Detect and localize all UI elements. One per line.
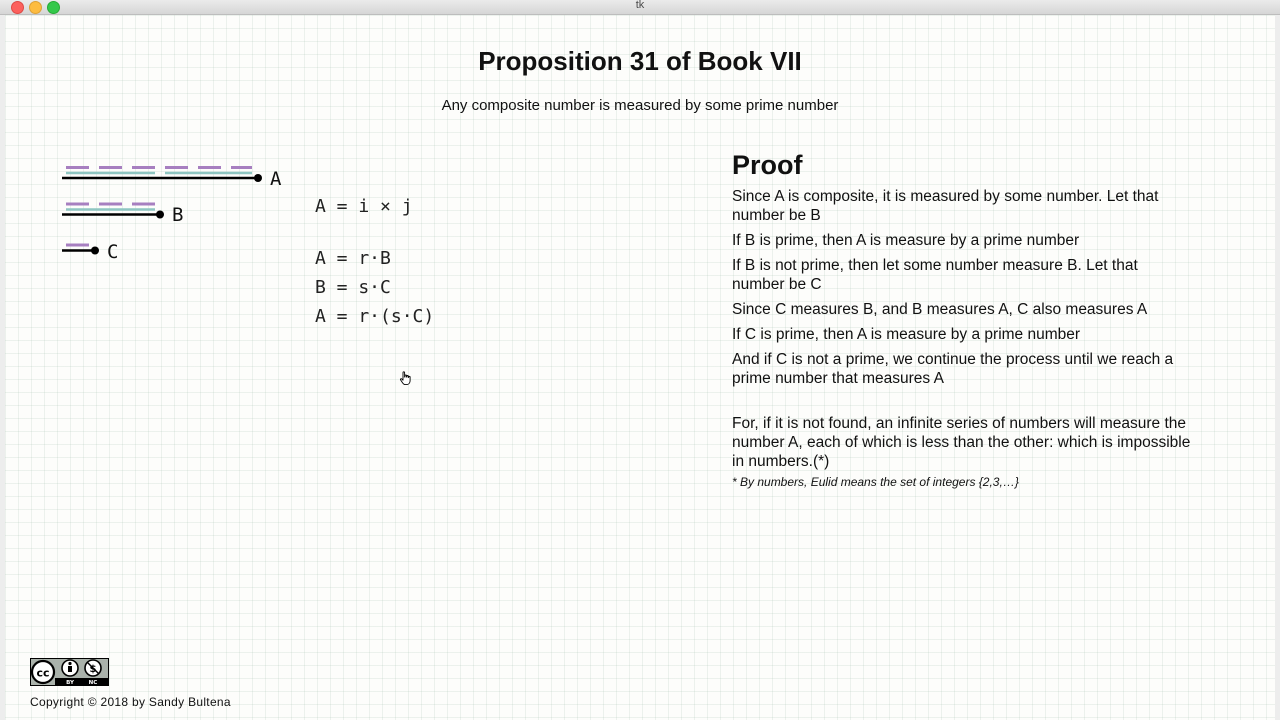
svg-text:$: $ bbox=[89, 664, 97, 675]
proof-step: If C is prime, then A is measure by a prime number bbox=[732, 326, 1081, 343]
line-b-label: B bbox=[172, 204, 184, 226]
by-text: BY bbox=[66, 680, 74, 686]
proposition-title: Proposition 31 of Book VII bbox=[478, 46, 802, 76]
proof-step: Since C measures B, and B measures A, C also measures A bbox=[732, 301, 1148, 318]
cc-by-nc-license-icon[interactable] bbox=[30, 658, 109, 686]
proof-conclusion: For, if it is not found, an infinite series of numbers will measure the number A, each of which is less than the other: which is impossible in numbers.(*) bbox=[732, 415, 1191, 470]
equation-a-ij: A = i × j bbox=[315, 196, 413, 217]
line-c-endpoint[interactable] bbox=[91, 247, 99, 255]
equation-b-sc: B = s·C bbox=[315, 277, 391, 298]
copyright-notice: Copyright © 2018 by Sandy Bultena bbox=[30, 695, 231, 709]
line-b bbox=[62, 204, 183, 226]
equation-a-rb: A = r·B bbox=[315, 248, 391, 269]
line-a bbox=[62, 168, 282, 191]
proof-step: If B is prime, then A is measure by a prime number bbox=[732, 232, 1080, 249]
nc-text: NC bbox=[88, 680, 98, 686]
proof-step: Since A is composite, it is measured by some number. Let that number be B bbox=[732, 188, 1159, 224]
hand-cursor-icon bbox=[398, 370, 414, 386]
line-b-endpoint[interactable] bbox=[156, 211, 164, 219]
proof-heading: Proof bbox=[732, 150, 803, 180]
proof-footnote: * By numbers, Eulid means the set of integers {2,3,…} bbox=[732, 475, 1019, 489]
proof-steps bbox=[732, 187, 1192, 489]
line-a-label: A bbox=[270, 168, 282, 190]
line-a-endpoint[interactable] bbox=[254, 174, 262, 182]
equation-a-rsc: A = r·(s·C) bbox=[315, 306, 435, 327]
proof-step: If B is not prime, then let some number measure B. Let that number be C bbox=[732, 257, 1138, 293]
line-c-label: C bbox=[107, 241, 119, 263]
window-title: tk bbox=[635, 0, 645, 11]
line-diagram bbox=[0, 0, 330, 270]
proposition-subtitle: Any composite number is measured by some prime number bbox=[441, 97, 839, 114]
cc-text: cc bbox=[36, 666, 50, 680]
proof-step: And if C is not a prime, we continue the process until we reach a prime number that measures A bbox=[732, 351, 1174, 387]
line-c bbox=[62, 241, 118, 263]
